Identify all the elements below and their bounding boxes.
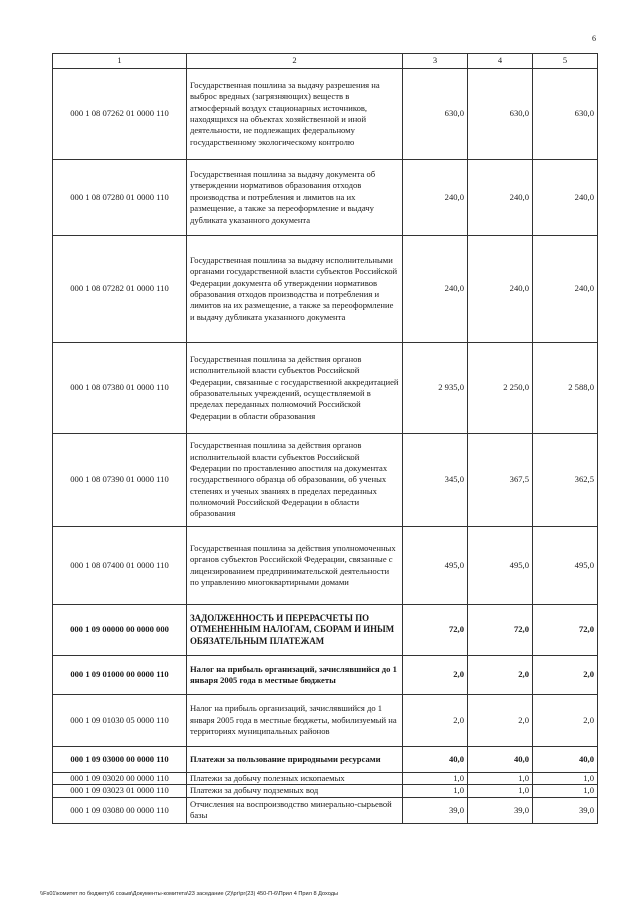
row-description: ЗАДОЛЖЕННОСТЬ И ПЕРЕРАСЧЕТЫ ПО ОТМЕНЕННЫМ НАЛОГАМ, СБОРАМ И ИНЫМ ОБЯЗАТЕЛЬНЫМ ПЛАТЕЖАМ xyxy=(187,605,403,656)
row-description: Государственная пошлина за действия органов исполнительной власти субъектов Российской Федерации, связанные с государственной аккредитацией образовательных учреждений, осуществляемой в пределах переданных полномочий Российской Федерации в области образования xyxy=(187,343,403,434)
row-description: Налог на прибыль организаций, зачислявшийся до 1 января 2005 года в местные бюджеты, мобилизуемый на территориях муниципальных районов xyxy=(187,695,403,747)
row-code: 000 1 09 03080 00 0000 110 xyxy=(53,797,187,823)
row-code: 000 1 08 07262 01 0000 110 xyxy=(53,69,187,160)
table-row xyxy=(53,343,598,434)
table-row xyxy=(53,695,598,747)
row-value-col3: 72,0 xyxy=(403,605,468,656)
row-value-col4: 367,5 xyxy=(468,434,533,527)
row-code: 000 1 09 03020 00 0000 110 xyxy=(53,773,187,785)
row-code: 000 1 09 01000 00 0000 110 xyxy=(53,656,187,695)
row-value-col4: 495,0 xyxy=(468,527,533,605)
page-number: 6 xyxy=(592,34,596,43)
row-value-col3: 39,0 xyxy=(403,797,468,823)
row-description: Платежи за пользование природными ресурсами xyxy=(187,747,403,773)
table-row xyxy=(53,797,598,823)
row-value-col5: 2 588,0 xyxy=(533,343,598,434)
table-row xyxy=(53,785,598,797)
row-value-col4: 72,0 xyxy=(468,605,533,656)
row-description: Государственная пошлина за выдачу разрешения на выброс вредных (загрязняющих) веществ в атмосферный воздух стационарных источников, находящихся на объектах хозяйственной и иной деятельности, не подлежащих федеральному государственному экологическому контролю xyxy=(187,69,403,160)
revenue-table xyxy=(52,53,598,824)
row-value-col4: 240,0 xyxy=(468,236,533,343)
row-code: 000 1 09 03023 01 0000 110 xyxy=(53,785,187,797)
table-row xyxy=(53,434,598,527)
row-value-col3: 345,0 xyxy=(403,434,468,527)
row-value-col3: 630,0 xyxy=(403,69,468,160)
table-row xyxy=(53,236,598,343)
row-value-col5: 630,0 xyxy=(533,69,598,160)
row-value-col4: 2,0 xyxy=(468,656,533,695)
row-code: 000 1 08 07280 01 0000 110 xyxy=(53,160,187,236)
table-row-subtotal xyxy=(53,656,598,695)
row-value-col5: 1,0 xyxy=(533,773,598,785)
row-value-col5: 72,0 xyxy=(533,605,598,656)
row-value-col3: 240,0 xyxy=(403,236,468,343)
table-row-subtotal xyxy=(53,747,598,773)
row-description: Налог на прибыль организаций, зачислявшийся до 1 января 2005 года в местные бюджеты xyxy=(187,656,403,695)
table-row xyxy=(53,160,598,236)
row-value-col4: 240,0 xyxy=(468,160,533,236)
row-value-col4: 40,0 xyxy=(468,747,533,773)
row-code: 000 1 09 00000 00 0000 000 xyxy=(53,605,187,656)
row-value-col5: 2,0 xyxy=(533,695,598,747)
row-code: 000 1 08 07400 01 0000 110 xyxy=(53,527,187,605)
row-description: Государственная пошлина за выдачу исполнительными органами государственной власти субъектов Российской Федерации документа об утверждении нормативов образования отходов производства и потребления и лимитов на их размещение, а также за переоформление и выдачу дубликата указанного документа xyxy=(187,236,403,343)
row-value-col4: 630,0 xyxy=(468,69,533,160)
row-value-col4: 1,0 xyxy=(468,773,533,785)
row-value-col5: 40,0 xyxy=(533,747,598,773)
column-header-1: 1 xyxy=(53,54,187,69)
row-description: Отчисления на воспроизводство минерально-сырьевой базы xyxy=(187,797,403,823)
table-row xyxy=(53,773,598,785)
row-description: Государственная пошлина за действия органов исполнительной власти субъектов Российской Федерации по проставлению апостиля на документах государственного образца об образовании, об ученых степенях и ученых званиях в пределах переданных полномочий Российской Федерации в области образования xyxy=(187,434,403,527)
row-value-col3: 40,0 xyxy=(403,747,468,773)
row-description: Платежи за добычу полезных ископаемых xyxy=(187,773,403,785)
column-header-4: 4 xyxy=(468,54,533,69)
file-path-footer: \\Fs01\комитет по бюджету\6 созыв\Документы-комитета\23 заседание (2)\рг\рг(23) 450-П-6\Прил 4 Прил 8 Доходы xyxy=(40,891,339,897)
row-description: Платежи за добычу подземных вод xyxy=(187,785,403,797)
row-value-col5: 362,5 xyxy=(533,434,598,527)
table-header-row xyxy=(53,54,598,69)
row-code: 000 1 08 07282 01 0000 110 xyxy=(53,236,187,343)
row-value-col4: 39,0 xyxy=(468,797,533,823)
row-value-col3: 495,0 xyxy=(403,527,468,605)
row-value-col5: 1,0 xyxy=(533,785,598,797)
column-header-5: 5 xyxy=(533,54,598,69)
row-value-col4: 2,0 xyxy=(468,695,533,747)
row-description: Государственная пошлина за выдачу документа об утверждении нормативов образования отходов производства и потребления и лимитов на их размещение, а также за переоформление и выдачу дубликата указанного документа xyxy=(187,160,403,236)
row-code: 000 1 08 07380 01 0000 110 xyxy=(53,343,187,434)
row-value-col3: 1,0 xyxy=(403,785,468,797)
row-value-col3: 2,0 xyxy=(403,695,468,747)
row-code: 000 1 09 01030 05 0000 110 xyxy=(53,695,187,747)
row-value-col3: 2 935,0 xyxy=(403,343,468,434)
column-header-3: 3 xyxy=(403,54,468,69)
row-value-col4: 1,0 xyxy=(468,785,533,797)
row-value-col3: 240,0 xyxy=(403,160,468,236)
row-value-col5: 495,0 xyxy=(533,527,598,605)
column-header-2: 2 xyxy=(187,54,403,69)
row-description: Государственная пошлина за действия уполномоченных органов субъектов Российской Федерации, связанные с лицензированием предпринимательской деятельности по управлению многоквартирными домами xyxy=(187,527,403,605)
row-value-col5: 240,0 xyxy=(533,236,598,343)
row-code: 000 1 09 03000 00 0000 110 xyxy=(53,747,187,773)
row-value-col5: 2,0 xyxy=(533,656,598,695)
row-value-col5: 39,0 xyxy=(533,797,598,823)
row-value-col5: 240,0 xyxy=(533,160,598,236)
table-row xyxy=(53,527,598,605)
row-value-col4: 2 250,0 xyxy=(468,343,533,434)
table-row xyxy=(53,69,598,160)
row-value-col3: 1,0 xyxy=(403,773,468,785)
row-value-col3: 2,0 xyxy=(403,656,468,695)
table-row-section xyxy=(53,605,598,656)
row-code: 000 1 08 07390 01 0000 110 xyxy=(53,434,187,527)
